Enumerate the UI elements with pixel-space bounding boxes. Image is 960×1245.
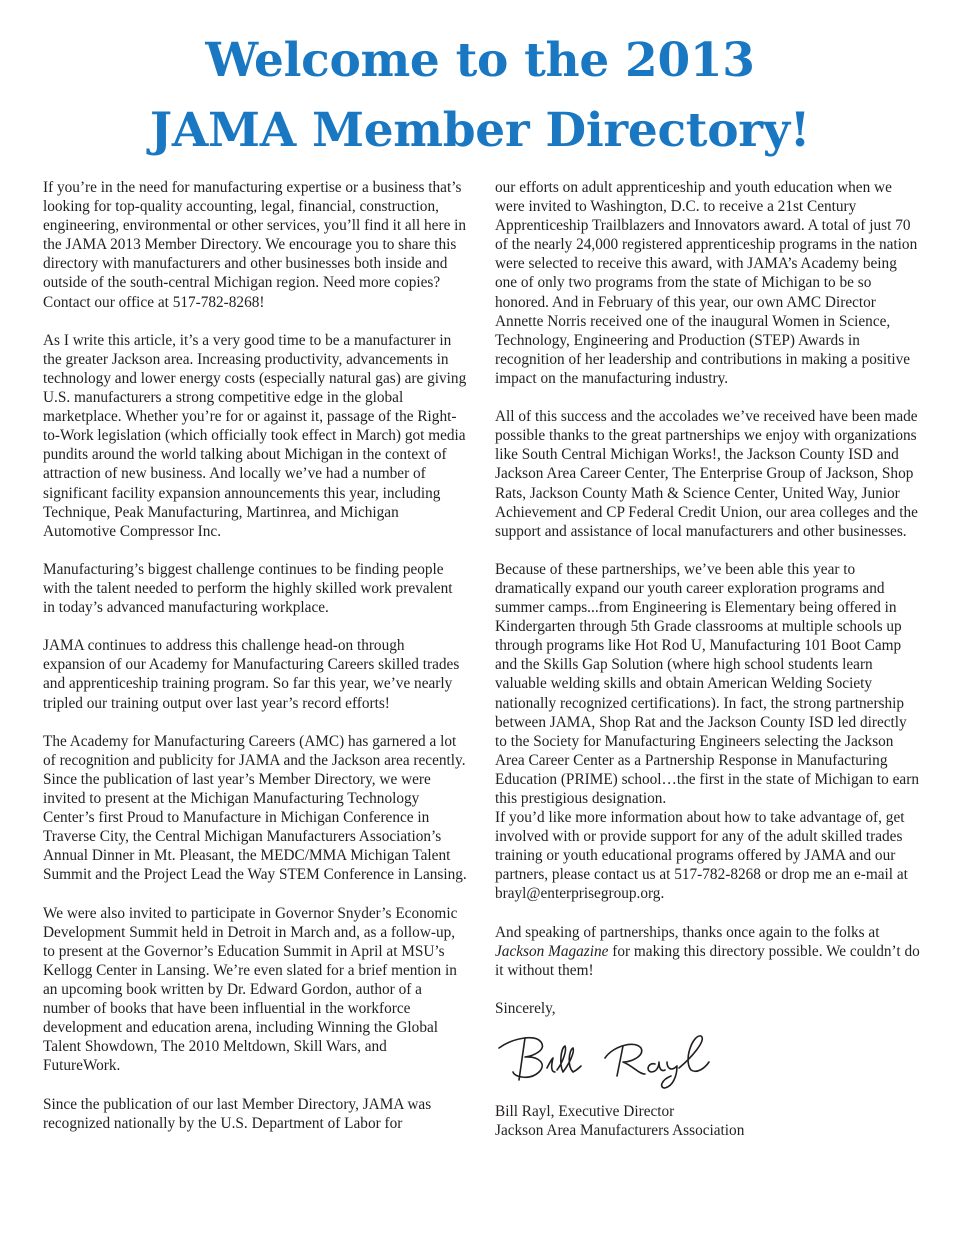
thanks-text-after: for making this directory possible. We couldn’t do it without them! bbox=[495, 942, 920, 979]
signature-image bbox=[495, 1024, 715, 1094]
dol-recognition-paragraph: Since the publication of our last Member Directory, JAMA was recognized nationally by the U.S. Department of Labor for bbox=[43, 1095, 432, 1132]
title-line-2: JAMA Member Directory! bbox=[149, 103, 811, 158]
magazine-name: Jackson Magazine bbox=[495, 942, 609, 960]
intro-paragraph: If you’re in the need for manufacturing expertise or a business that’s looking for top-quality accounting, legal, financial, construction, engineering, environmental or other services, you’ll find it all here in the JAMA 2013 Member Directory. We encourage you to share this directory with manufacturers and other businesses both inside and outside of the south-central Michigan region. Need more copies? Contact our office at 517-782-8268! bbox=[43, 179, 467, 311]
academy-expansion-paragraph: JAMA continues to address this challenge head-on through expansion of our Academy for Manufacturing Careers skilled trades and apprenticeship training program. So far this year, we’ve nearly tripled our training output over last year’s record efforts! bbox=[43, 637, 460, 712]
right-column bbox=[495, 178, 920, 1140]
signer-block bbox=[495, 1102, 920, 1140]
talent-challenge-paragraph: Manufacturing’s biggest challenge continues to be finding people with the talent needed to perform the highly skilled work prevalent in today’s advanced manufacturing workplace. bbox=[43, 560, 453, 617]
page-title bbox=[0, 26, 960, 166]
signer-organization: Jackson Area Manufacturers Association bbox=[495, 1122, 745, 1140]
title-line-1: Welcome to the 2013 bbox=[205, 33, 755, 88]
signer-name: Bill Rayl, Executive Director bbox=[495, 1103, 675, 1121]
governor-summit-paragraph: We were also invited to participate in Governor Snyder’s Economic Development Summit held in Detroit in March and, as a follow-up, to present at the Governor’s Education Summit in April at MSU’s Kellogg Center in Lansing. We’re even slated for a brief mention in an upcoming book written by Dr. Edward Gordon, author of a number of books that have been influential in the workforce development and education arena, including Winning the Global Talent Showdown, The 2010 Meltdown, Skill Wars, and FutureWork. bbox=[43, 904, 458, 1075]
contact-paragraph: If you’d like more information about how to take advantage of, get involved with or provide support for any of the adult skilled trades training or youth educational programs offered by JAMA and our partners, please contact us at 517-782-8268 or drop me an e-mail at brayl@enterprisegroup.org. bbox=[495, 809, 908, 903]
closing-salutation: Sincerely, bbox=[495, 1000, 556, 1018]
thanks-paragraph bbox=[495, 923, 920, 980]
apprenticeship-award-paragraph: our efforts on adult apprenticeship and youth education when we were invited to Washington, D.C. to receive a 21st Century Apprenticeship Trailblazers and Innovators award. A total of just 70 of the nearly 24,000 registered apprenticeship programs in the nation were selected to receive this award, with JAMA’s Academy being one of only two programs from the state of Michigan to be so honored. And in February of this year, our own AMC Director Annette Norris received one of the inaugural Women in Science, Technology, Engineering and Production (STEP) Awards in recognition of her leadership and contributions in making a positive impact on the manufacturing industry. bbox=[495, 179, 918, 387]
left-column bbox=[43, 178, 468, 1133]
thanks-text-before: And speaking of partnerships, thanks once again to the folks at bbox=[495, 923, 880, 941]
partnerships-paragraph: All of this success and the accolades we’ve received have been made possible thanks to the great partnerships we enjoy with organizations like South Central Michigan Works!, the Jackson County ISD and Jackson Area Career Center, The Enterprise Group of Jackson, Shop Rats, Jackson County Math & Science Center, United Way, Junior Achievement and CP Federal Credit Union, our area colleges and the support and assistance of local manufacturers and other businesses. bbox=[495, 408, 918, 540]
amc-recognition-paragraph: The Academy for Manufacturing Careers (AMC) has garnered a lot of recognition and publicity for JAMA and the Jackson area recently. Since the publication of last year’s Member Directory, we were invited to present at the Michigan Manufacturing Technology Center’s first Proud to Manufacture in Michigan Conference in Traverse City, the Central Michigan Manufacturers Association’s Annual Dinner in Mt. Pleasant, the MEDC/MMA Michigan Talent Summit and the Project Lead the Way STEM Conference in Lansing. bbox=[43, 732, 467, 884]
manufacturer-climate-paragraph: As I write this article, it’s a very good time to be a manufacturer in the greater Jackson area. Increasing productivity, advancements in technology and lower energy costs (especially natural gas) are giving U.S. manufacturers a strong competitive edge in the global marketplace. Whether you’re for or against it, passage of the Right-to-Work legislation (which officially took effect in March) got media pundits around the world talking about Michigan in the context of attraction of new business. And locally we’ve had a number of significant facility expansion announcements this year, including Technique, Peak Manufacturing, Martinrea, and Michigan Automotive Compressor Inc. bbox=[43, 331, 467, 540]
youth-programs-paragraph: Because of these partnerships, we’ve been able this year to dramatically expand our youth career exploration programs and summer camps...from Engineering is Elementary being offered in Kindergarten through 5th Grade classrooms at multiple schools up through programs like Hot Rod U, Manufacturing 101 Boot Camp and the Skills Gap Solution (where high school students learn valuable welding skills and obtain American Welding Society nationally recognized certifications). In fact, the strong partnership between JAMA, Shop Rat and the Jackson County ISD led directly to the Society for Manufacturing Engineers selecting the Jackson Area Career Center as a Partnership Response in Manufacturing Education (PRIME) school…the first in the state of Michigan to earn this prestigious designation. bbox=[495, 560, 919, 807]
